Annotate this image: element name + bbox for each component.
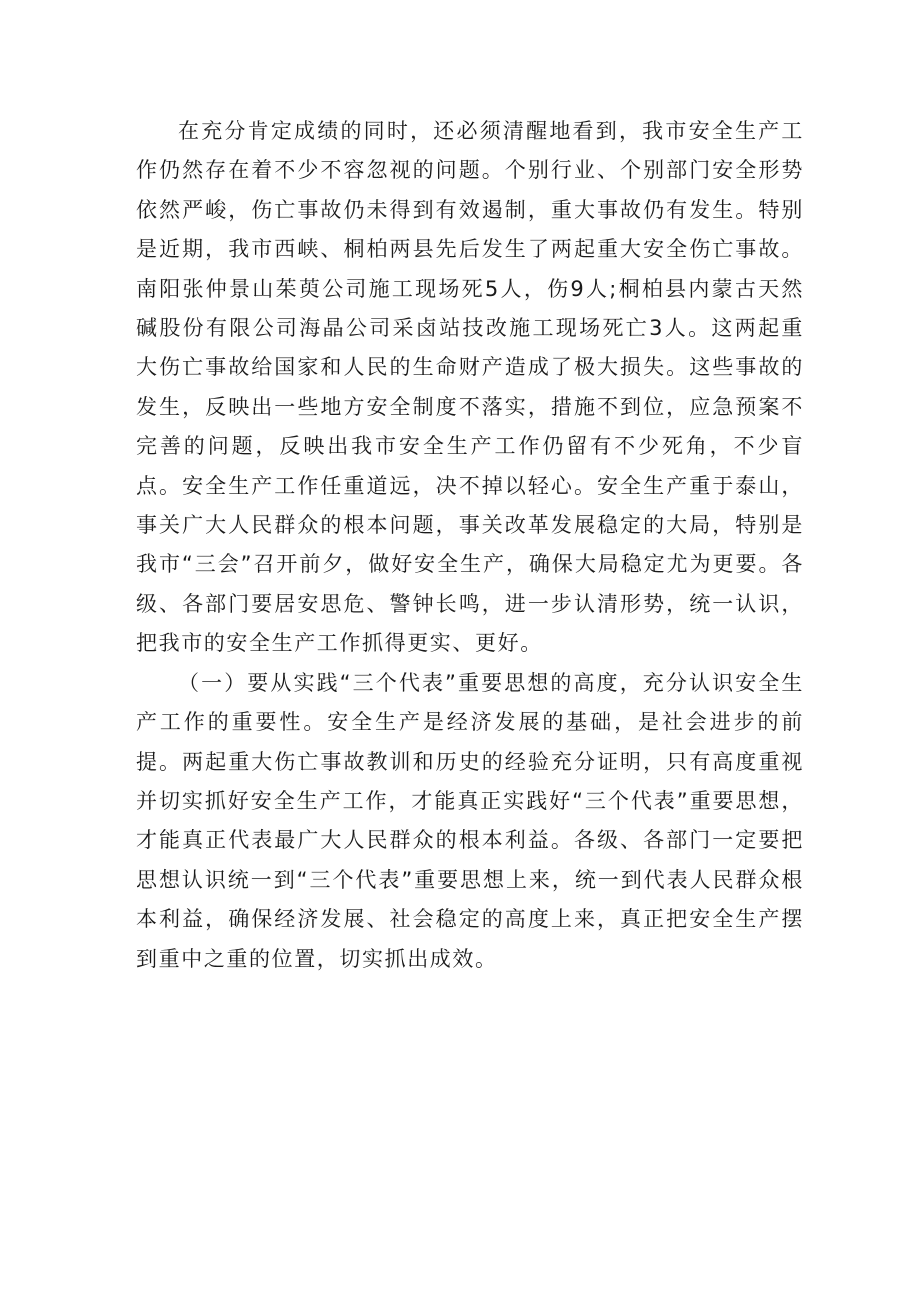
document-page (136, 112, 804, 979)
paragraph-situation-assessment: 在充分肯定成绩的同时，还必须清醒地看到，我市安全生产工作仍然存在着不少不容忽视的问题。个别行业、个别部门安全形势依然严峻，伤亡事故仍未得到有效遏制，重大事故仍有发生。特别是近期，我市西峡、桐柏两县先后发生了两起重大安全伤亡事故。南阳张仲景山茱萸公司施工现场死5人，伤9人;桐柏县内蒙古天然碱股份有限公司海晶公司采卤站技改施工现场死亡3人。这两起重大伤亡事故给国家和人民的生命财产造成了极大损失。这些事故的发生，反映出一些地方安全制度不落实，措施不到位，应急预案不完善的问题，反映出我市安全生产工作仍留有不少死角，不少盲点。安全生产工作任重道远，决不掉以轻心。安全生产重于泰山，事关广大人民群众的根本问题，事关改革发展稳定的大局，特别是我市“三会”召开前夕，做好安全生产，确保大局稳定尤为更要。各级、各部门要居安思危、警钟长鸣，进一步认清形势，统一认识，把我市的安全生产工作抓得更实、更好。 (136, 119, 804, 656)
paragraph-three-represents: （一）要从实践“三个代表”重要思想的高度，充分认识安全生产工作的重要性。安全生产是经济发展的基础，是社会进步的前提。两起重大伤亡事故教训和历史的经验充分证明，只有高度重视并切实抓好安全生产工作，才能真正实践好“三个代表”重要思想，才能真正代表最广大人民群众的根本利益。各级、各部门一定要把思想认识统一到“三个代表”重要思想上来，统一到代表人民群众根本利益，确保经济发展、社会稳定的高度上来，真正把安全生产摆到重中之重的位置，切实抓出成效。 (136, 670, 804, 971)
